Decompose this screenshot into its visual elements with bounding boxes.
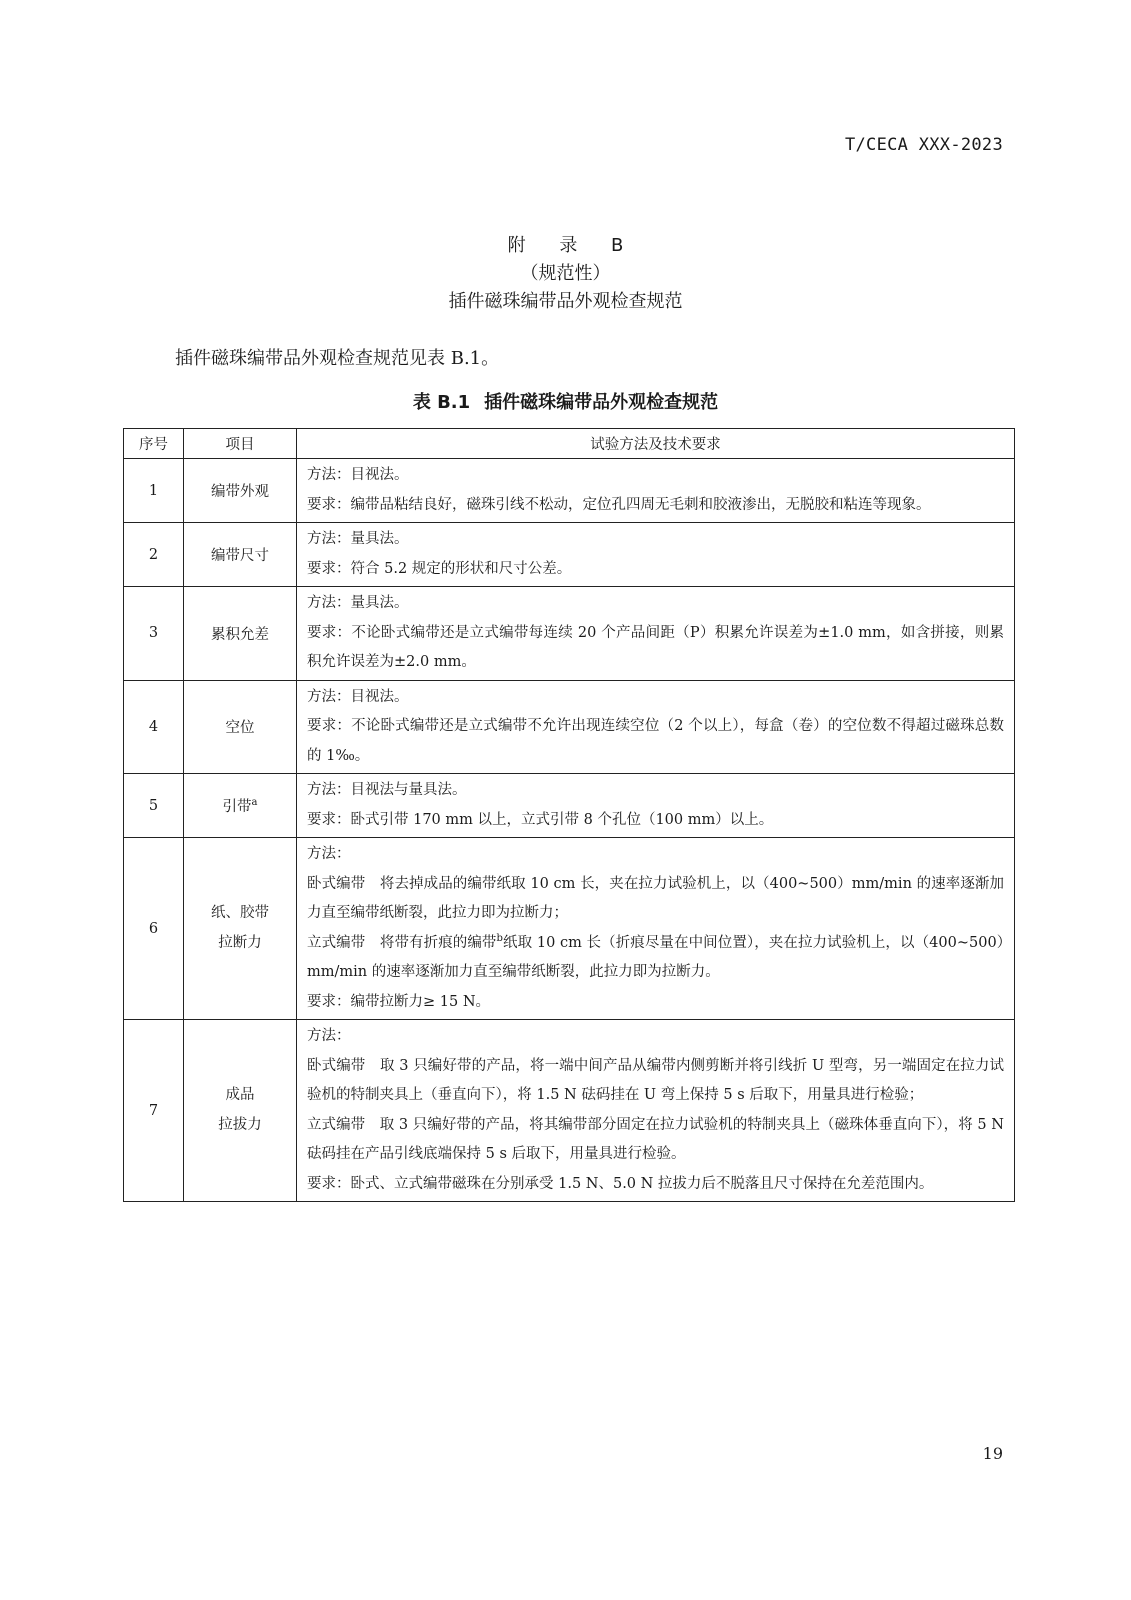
row-number: 7 [124, 1020, 184, 1202]
table-caption-number: 表 B.1 [412, 392, 471, 413]
page-number: 19 [982, 1444, 1003, 1463]
header-item: 项目 [184, 429, 297, 459]
table-row [124, 587, 1015, 681]
requirement-line: 要求：符合 5.2 规定的形状和尺寸公差。 [307, 560, 572, 577]
table-header-row [124, 429, 1015, 459]
vertical-tape-method-rest: 纸取 10 cm 长（折痕尽量在中间位置），夹在拉力试验机上，以（400~500）mm/min 的速率逐渐加力直至编带纸断裂，此拉力即为拉断力。 [307, 934, 1004, 980]
table-row [124, 523, 1015, 587]
row-method [297, 774, 1015, 838]
row-method [297, 523, 1015, 587]
row-item-label: 引带 [222, 799, 252, 815]
inspection-spec-table [123, 428, 1015, 1202]
row-item-line: 拉拔力 [218, 1116, 262, 1133]
requirement-line: 要求：卧式引带 170 mm 以上，立式引带 8 个孔位（100 mm）以上。 [307, 811, 774, 828]
table-row [124, 1020, 1015, 1202]
row-number: 4 [124, 680, 184, 774]
row-number: 2 [124, 523, 184, 587]
row-method [297, 1020, 1015, 1202]
row-number: 6 [124, 838, 184, 1020]
vertical-tape-method: 立式编带 取 3 只编好带的产品，将其编带部分固定在拉力试验机的特制夹具上（磁珠体垂直向下），将 5 N 砝码挂在产品引线底端保持 5 s 后取下，用量具进行检验。 [307, 1116, 1004, 1162]
table-caption-title: 插件磁珠编带品外观检查规范 [484, 392, 719, 413]
vertical-tape-method-start: 立式编带 将带有折痕的编带 [307, 934, 497, 951]
table-row [124, 774, 1015, 838]
method-line: 方法：目视法。 [307, 688, 409, 705]
document-code: T/CECA XXX-2023 [844, 135, 1003, 155]
header-no: 序号 [124, 429, 184, 459]
requirement-line: 要求：编带拉断力≥ 15 N。 [307, 993, 491, 1010]
footnote-marker-b: b [496, 932, 503, 944]
row-number: 3 [124, 587, 184, 681]
row-item [184, 774, 297, 838]
footnote-marker-a: a [251, 797, 258, 809]
vertical-tape-method [307, 929, 1004, 988]
horizontal-tape-method: 卧式编带 取 3 只编好带的产品，将一端中间产品从编带内侧剪断并将引线折 U 型弯，另一端固定在拉力试验机的特制夹具上（垂直向下），将 1.5 N 砝码挂在 U 弯上保持 5 s 后取下，用量具进行检验； [307, 1057, 1004, 1103]
row-number: 5 [124, 774, 184, 838]
row-item-line: 纸、胶带 [211, 905, 269, 921]
row-method [297, 680, 1015, 774]
appendix-heading [0, 232, 1131, 316]
appendix-title: 插件磁珠编带品外观检查规范 [448, 291, 683, 312]
method-line: 方法：目视法。 [307, 467, 409, 483]
method-line: 方法：量具法。 [307, 595, 409, 611]
intro-paragraph: 插件磁珠编带品外观检查规范见表 B.1。 [175, 348, 500, 369]
row-item: 编带尺寸 [184, 523, 297, 587]
table-row [124, 680, 1015, 774]
horizontal-tape-method: 卧式编带 将去掉成品的编带纸取 10 cm 长，夹在拉力试验机上，以（400~500）mm/min 的速率逐渐加力直至编带纸断裂，此拉力即为拉断力； [307, 875, 1004, 921]
table-row [124, 459, 1015, 523]
table-row [124, 838, 1015, 1020]
row-item [184, 838, 297, 1020]
appendix-label: 附 录 B [507, 235, 638, 256]
row-item: 累积允差 [184, 587, 297, 681]
table-caption [0, 388, 1131, 414]
row-number: 1 [124, 459, 184, 523]
method-line: 方法： [307, 1028, 351, 1044]
requirement-line: 要求：不论卧式编带还是立式编带不允许出现连续空位（2 个以上），每盒（卷）的空位数不得超过磁珠总数的 1‰。 [307, 718, 1004, 764]
method-line: 方法：量具法。 [307, 531, 409, 547]
row-item-line: 拉断力 [218, 934, 262, 951]
row-method [297, 838, 1015, 1020]
row-item-line: 成品 [225, 1087, 255, 1103]
method-line: 方法： [307, 846, 351, 862]
method-line: 方法：目视法与量具法。 [307, 782, 467, 798]
row-method [297, 459, 1015, 523]
row-item [184, 1020, 297, 1202]
row-method [297, 587, 1015, 681]
requirement-line: 要求：卧式、立式编带磁珠在分别承受 1.5 N、5.0 N 拉拔力后不脱落且尺寸保持在允差范围内。 [307, 1175, 934, 1192]
header-method: 试验方法及技术要求 [297, 429, 1015, 459]
row-item: 编带外观 [184, 459, 297, 523]
appendix-type: （规范性） [520, 263, 611, 284]
row-item: 空位 [184, 680, 297, 774]
requirement-line: 要求：编带品粘结良好，磁珠引线不松动，定位孔四周无毛刺和胶液渗出，无脱胶和粘连等现象。 [307, 496, 931, 513]
requirement-line: 要求：不论卧式编带还是立式编带每连续 20 个产品间距（P）积累允许误差为±1.0 mm，如含拼接，则累积允许误差为±2.0 mm。 [307, 624, 1004, 670]
